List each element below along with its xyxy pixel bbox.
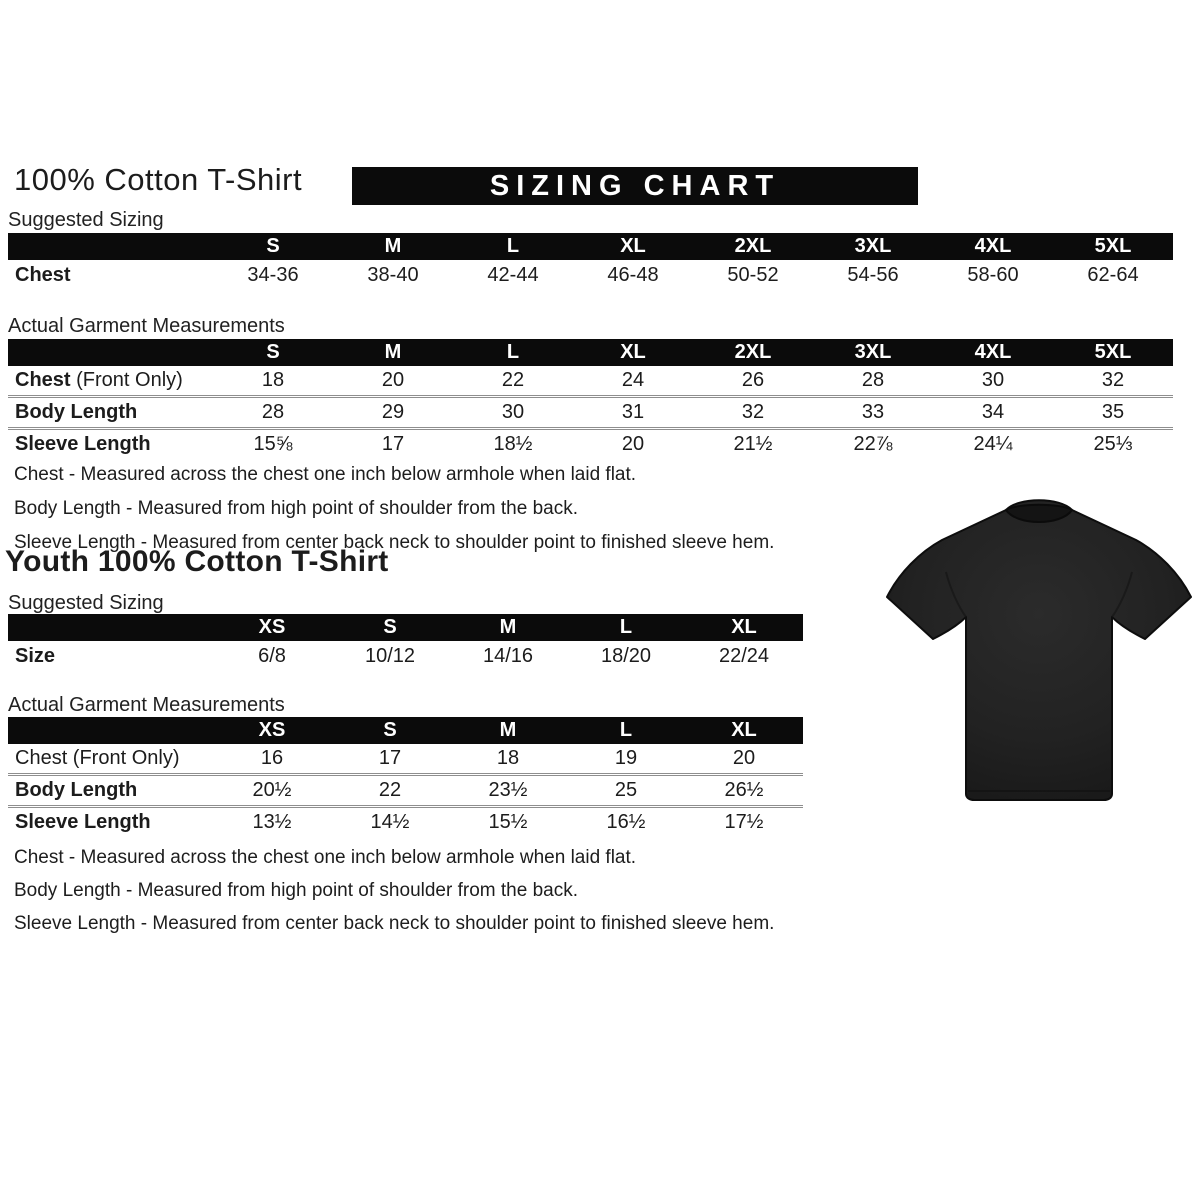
youth-suggested-sizing-table	[8, 614, 803, 672]
column-header-s: S	[383, 616, 397, 638]
table-cell: 33	[861, 401, 885, 423]
table-row	[8, 395, 1173, 427]
table-cell: 17	[381, 433, 405, 455]
youth-measurement-notes	[14, 841, 774, 940]
table-cell: 16	[260, 747, 284, 769]
table-cell: 34	[981, 401, 1005, 423]
table-cell: 54-56	[847, 264, 899, 286]
tshirt-body	[887, 500, 1191, 800]
adult-measurements-table	[8, 339, 1173, 459]
column-header-2xl: 2XL	[734, 235, 772, 257]
column-header-xs: XS	[258, 616, 286, 638]
table-cell: 26½	[724, 779, 764, 801]
table-cell: 18	[261, 369, 285, 391]
table-cell: 28	[261, 401, 285, 423]
table-cell: 25	[614, 779, 638, 801]
table-cell: 14½	[370, 811, 410, 833]
table-cell: 15½	[488, 811, 528, 833]
table-row	[8, 641, 803, 672]
column-header-l: L	[506, 341, 520, 363]
column-header-xl: XL	[731, 719, 757, 741]
table-cell: 26	[741, 369, 765, 391]
table-cell: 46-48	[607, 264, 659, 286]
column-header-l: L	[619, 719, 633, 741]
column-header-3xl: 3XL	[854, 341, 892, 363]
table-cell: 10/12	[364, 645, 416, 667]
table-cell: 23½	[488, 779, 528, 801]
table-row	[8, 805, 803, 837]
table-cell: 18½	[493, 433, 533, 455]
table-cell: 62-64	[1087, 264, 1139, 286]
table-cell: 17	[378, 747, 402, 769]
column-header-s: S	[383, 719, 397, 741]
note-chest: Chest - Measured across the chest one inch below armhole when laid flat.	[14, 847, 637, 868]
table-header-row	[8, 339, 1173, 366]
youth-measurements-label: Actual Garment Measurements	[8, 694, 285, 716]
table-cell: 24¼	[973, 433, 1013, 455]
youth-measurements-table	[8, 717, 803, 837]
column-header-m: M	[499, 719, 517, 741]
table-row	[8, 773, 803, 805]
table-row	[8, 366, 1173, 395]
table-cell: 22	[501, 369, 525, 391]
table-cell: 21½	[733, 433, 773, 455]
table-cell: 32	[1101, 369, 1125, 391]
table-cell: 58-60	[967, 264, 1019, 286]
column-header-l: L	[619, 616, 633, 638]
column-header-xl: XL	[731, 616, 757, 638]
row-label: Size	[15, 645, 56, 667]
table-cell: 24	[621, 369, 645, 391]
table-cell: 42-44	[487, 264, 539, 286]
column-header-5xl: 5XL	[1094, 341, 1132, 363]
table-cell: 38-40	[367, 264, 419, 286]
note-body-length: Body Length - Measured from high point of shoulder from the back.	[14, 498, 578, 519]
table-cell: 15⅝	[253, 433, 293, 455]
table-cell: 16½	[606, 811, 646, 833]
table-cell: 20	[381, 369, 405, 391]
sizing-chart-banner: SIZING CHART	[352, 167, 918, 205]
table-cell: 19	[614, 747, 638, 769]
column-header-xl: XL	[620, 341, 646, 363]
table-cell: 35	[1101, 401, 1125, 423]
column-header-s: S	[266, 341, 280, 363]
table-cell: 25⅓	[1093, 433, 1133, 455]
table-cell: 20	[621, 433, 645, 455]
note-sleeve-length: Sleeve Length - Measured from center back neck to shoulder point to finished sleeve hem.	[14, 532, 775, 553]
youth-section-title: Youth 100% Cotton T-Shirt	[5, 545, 389, 578]
row-label: Body Length	[15, 779, 138, 801]
table-cell: 18/20	[600, 645, 652, 667]
table-cell: 29	[381, 401, 405, 423]
table-row	[8, 744, 803, 773]
table-cell: 30	[981, 369, 1005, 391]
table-cell: 22/24	[718, 645, 770, 667]
note-body-length: Body Length - Measured from high point of shoulder from the back.	[14, 880, 578, 901]
table-cell: 34-36	[247, 264, 299, 286]
table-cell: 28	[861, 369, 885, 391]
adult-suggested-sizing-label: Suggested Sizing	[8, 209, 164, 231]
column-header-m: M	[499, 616, 517, 638]
table-cell: 22⅞	[853, 433, 893, 455]
tshirt-photo	[878, 476, 1200, 834]
table-cell: 17½	[724, 811, 764, 833]
column-header-xl: XL	[620, 235, 646, 257]
column-header-2xl: 2XL	[734, 341, 772, 363]
table-cell: 32	[741, 401, 765, 423]
table-cell: 13½	[252, 811, 292, 833]
column-header-s: S	[266, 235, 280, 257]
table-cell: 31	[621, 401, 645, 423]
adult-suggested-sizing-table	[8, 233, 1173, 291]
column-header-xs: XS	[258, 719, 286, 741]
column-header-m: M	[384, 235, 402, 257]
table-cell: 14/16	[482, 645, 534, 667]
column-header-m: M	[384, 341, 402, 363]
row-label: Sleeve Length	[15, 811, 151, 833]
column-header-4xl: 4XL	[974, 341, 1012, 363]
table-row	[8, 427, 1173, 459]
table-row	[8, 260, 1173, 291]
row-label: Body Length	[15, 401, 138, 423]
table-cell: 20½	[252, 779, 292, 801]
tshirt-silhouette-svg	[878, 476, 1200, 834]
adult-measurements-label: Actual Garment Measurements	[8, 315, 285, 337]
table-cell: 6/8	[258, 645, 286, 667]
row-label: Chest (Front Only)	[15, 747, 180, 769]
column-header-3xl: 3XL	[854, 235, 892, 257]
column-header-4xl: 4XL	[974, 235, 1012, 257]
note-sleeve-length: Sleeve Length - Measured from center back neck to shoulder point to finished sleeve hem.	[14, 913, 775, 934]
youth-suggested-sizing-label: Suggested Sizing	[8, 592, 164, 614]
note-chest: Chest - Measured across the chest one inch below armhole when laid flat.	[14, 464, 637, 485]
row-label: Chest	[15, 264, 71, 286]
table-header-row	[8, 614, 803, 641]
table-cell: 22	[378, 779, 402, 801]
table-cell: 50-52	[727, 264, 779, 286]
table-cell: 20	[732, 747, 756, 769]
table-cell: 30	[501, 401, 525, 423]
adult-section-title: 100% Cotton T-Shirt	[14, 162, 303, 197]
row-label: Chest (Front Only)	[15, 369, 183, 391]
column-header-l: L	[506, 235, 520, 257]
table-cell: 18	[496, 747, 520, 769]
row-label: Sleeve Length	[15, 433, 151, 455]
table-header-row	[8, 717, 803, 744]
table-header-row	[8, 233, 1173, 260]
column-header-5xl: 5XL	[1094, 235, 1132, 257]
